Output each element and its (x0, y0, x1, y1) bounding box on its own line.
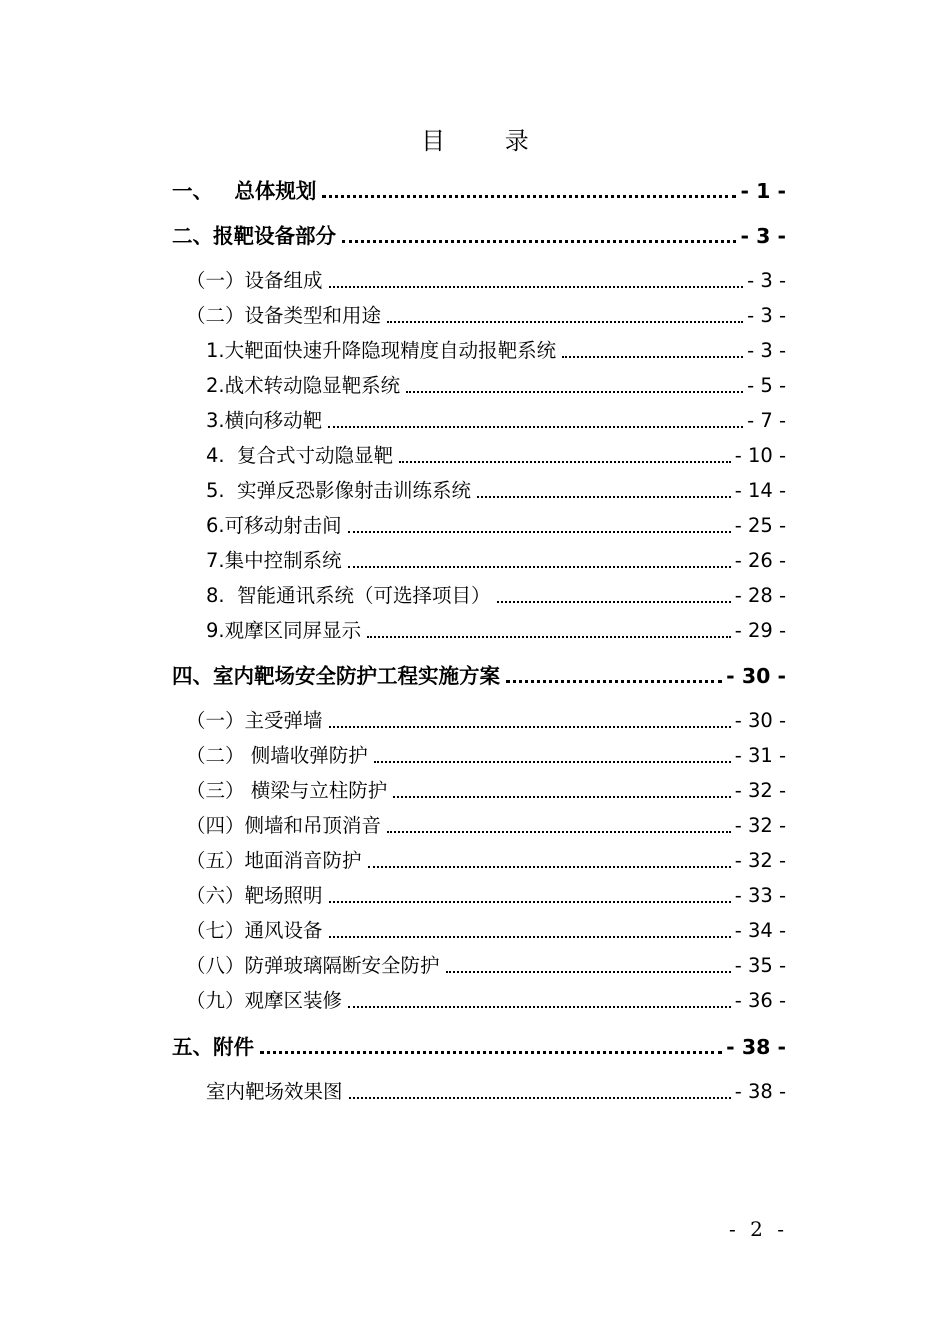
toc-entry-page: - 3 - (740, 224, 786, 248)
toc-dot-leader (446, 970, 731, 973)
toc-entry-label: （一）设备组成 (186, 269, 323, 292)
toc-entry-page: - 3 - (747, 304, 786, 327)
toc-entry[interactable] (186, 776, 786, 806)
toc-entry-page: - 36 - (734, 989, 786, 1012)
toc-dot-leader (562, 355, 743, 358)
toc-entry-label: （九）观摩区装修 (186, 989, 343, 1012)
toc-dot-leader (367, 635, 731, 638)
toc-entry-page: - 1 - (740, 179, 786, 203)
toc-entry-label: 五、附件 (172, 1035, 254, 1059)
toc-entry-label: 8. 智能通讯系统（可选择项目） (206, 584, 491, 607)
toc-entry[interactable] (186, 741, 786, 771)
toc-entry-label: 4. 复合式寸动隐显靶 (206, 444, 394, 467)
toc-dot-leader (260, 1050, 722, 1054)
toc-entry-label: 9.观摩区同屏显示 (206, 619, 362, 642)
toc-title: 目 录 (421, 127, 555, 155)
toc-entry-label: 四、室内靶场安全防护工程实施方案 (172, 664, 500, 688)
toc-dot-leader (374, 760, 731, 763)
toc-entry-page: - 14 - (734, 479, 786, 502)
toc-entry[interactable] (186, 301, 786, 331)
toc-entry-label: （三） 横梁与立柱防护 (186, 779, 388, 802)
toc-entry-label: （一）主受弹墙 (186, 709, 323, 732)
toc-entry-label: 3.横向移动靶 (206, 409, 323, 432)
toc-entry[interactable] (172, 1032, 786, 1062)
toc-entry[interactable] (186, 881, 786, 911)
toc-entry-page: - 35 - (734, 954, 786, 977)
toc-entry-page: - 3 - (747, 269, 786, 292)
toc-entry-label: 6.可移动射击间 (206, 514, 342, 537)
toc-dot-leader (477, 495, 731, 498)
toc-entry[interactable] (206, 581, 786, 611)
toc-entry-label: 室内靶场效果图 (206, 1080, 343, 1103)
toc-entry-page: - 33 - (734, 884, 786, 907)
toc-entry[interactable] (206, 616, 786, 646)
toc-entry-page: - 30 - (734, 709, 786, 732)
toc-dot-leader (348, 530, 731, 533)
toc-entry[interactable] (206, 336, 786, 366)
toc-entry[interactable] (206, 441, 786, 471)
toc-entry[interactable] (186, 846, 786, 876)
toc-entry[interactable] (186, 951, 786, 981)
toc-entry[interactable] (172, 176, 786, 206)
toc-entry[interactable] (206, 476, 786, 506)
toc-entry-page: - 3 - (747, 339, 786, 362)
toc-entry-label: 7.集中控制系统 (206, 549, 342, 572)
toc-entry-page: - 32 - (734, 849, 786, 872)
toc-entry-page: - 5 - (747, 374, 786, 397)
toc-entry-label: （五）地面消音防护 (186, 849, 362, 872)
toc-dot-leader (349, 1096, 731, 1099)
toc-dot-leader (348, 1005, 731, 1008)
toc-dot-leader (497, 600, 731, 603)
toc-entry-page: - 30 - (726, 664, 786, 688)
toc-entry[interactable] (186, 916, 786, 946)
toc-entry-page: - 31 - (734, 744, 786, 767)
toc-entry-label: （二）设备类型和用途 (186, 304, 382, 327)
toc-entry[interactable] (186, 706, 786, 736)
toc-entry[interactable] (206, 406, 786, 436)
toc-dot-leader (322, 194, 736, 198)
toc-entry-label: （二） 侧墙收弹防护 (186, 744, 368, 767)
toc-entry-page: - 25 - (734, 514, 786, 537)
toc-entry-page: - 28 - (734, 584, 786, 607)
toc-entry-page: - 26 - (734, 549, 786, 572)
toc-entry-label: （四）侧墙和吊顶消音 (186, 814, 382, 837)
toc-dot-leader (387, 830, 731, 833)
toc-entry-page: - 10 - (734, 444, 786, 467)
toc-entry[interactable] (186, 986, 786, 1016)
toc-entry[interactable] (172, 221, 786, 251)
footer-page-number: - 2 - (729, 1217, 788, 1241)
toc-dot-leader (328, 425, 743, 428)
toc-entry-page: - 38 - (734, 1080, 786, 1103)
toc-entry-label: （七）通风设备 (186, 919, 323, 942)
toc-entry-page: - 34 - (734, 919, 786, 942)
toc-dot-leader (406, 390, 743, 393)
toc-entry-page: - 29 - (734, 619, 786, 642)
toc-entry-page: - 7 - (747, 409, 786, 432)
toc-entry-page: - 32 - (734, 779, 786, 802)
toc-entry[interactable] (206, 546, 786, 576)
toc-dot-leader (368, 865, 731, 868)
toc-entry-label: 二、报靶设备部分 (172, 224, 336, 248)
toc-dot-leader (387, 320, 743, 323)
toc-dot-leader (329, 725, 731, 728)
toc-dot-leader (348, 565, 731, 568)
toc-dot-leader (399, 460, 731, 463)
toc-dot-leader (329, 285, 744, 288)
toc-entry[interactable] (172, 661, 786, 691)
toc-entry[interactable] (206, 511, 786, 541)
toc-dot-leader (329, 900, 731, 903)
toc-dot-leader (329, 935, 731, 938)
toc-entry-label: 2.战术转动隐显靶系统 (206, 374, 401, 397)
toc-entry-label: 5. 实弹反恐影像射击训练系统 (206, 479, 472, 502)
toc-entry-page: - 38 - (726, 1035, 786, 1059)
toc-entry[interactable] (186, 266, 786, 296)
toc-entry[interactable] (206, 371, 786, 401)
toc-entry-label: 一、 总体规划 (172, 179, 317, 203)
toc-entry-label: （八）防弹玻璃隔断安全防护 (186, 954, 440, 977)
toc-entry-page: - 32 - (734, 814, 786, 837)
toc-entry-label: 1.大靶面快速升降隐现精度自动报靶系统 (206, 339, 557, 362)
toc-entry-label: （六）靶场照明 (186, 884, 323, 907)
toc-dot-leader (506, 679, 722, 683)
toc-dot-leader (342, 239, 736, 243)
toc-entry[interactable] (186, 811, 786, 841)
toc-dot-leader (393, 795, 731, 798)
toc-entry[interactable] (206, 1077, 786, 1107)
